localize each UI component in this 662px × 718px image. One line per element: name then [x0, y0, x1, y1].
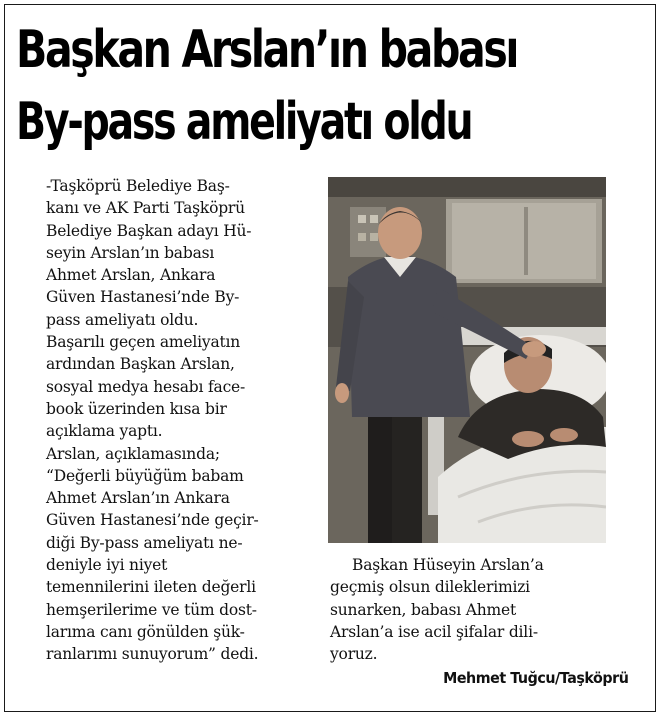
- caption-line: sunarken, babası Ahmet: [330, 600, 517, 619]
- headline-line-2: By-pass ameliyatı oldu: [16, 92, 472, 152]
- body-line: Başarılı geçen ameliyatın: [46, 333, 241, 352]
- body-line: ardından Başkan Arslan,: [46, 355, 235, 374]
- body-line: Belediye Başkan adayı Hü-: [46, 221, 252, 240]
- body-line: Arslan, açıklamasında;: [46, 444, 220, 463]
- body-line: “Değerli büyüğüm babam: [46, 466, 244, 485]
- body-line: book üzerinden kısa bir: [46, 399, 227, 418]
- body-line: larıma canı gönülden şük-: [46, 622, 245, 641]
- body-line: seyin Arslan’ın babası: [46, 243, 215, 262]
- body-line: açıklama yaptı.: [46, 422, 163, 441]
- headline-line-1: Başkan Arslan’ın babası: [16, 20, 518, 80]
- body-line: deniyle iyi niyet: [46, 556, 168, 575]
- body-line: Güven Hastanesi’nde geçir-: [46, 511, 259, 530]
- caption-line: geçmiş olsun dileklerimizi: [330, 578, 530, 597]
- body-line: Ahmet Arslan, Ankara: [46, 266, 216, 285]
- caption-line: Başkan Hüseyin Arslan’a: [352, 556, 544, 574]
- body-line: temennilerini ileten değerli: [46, 578, 256, 597]
- body-line: pass ameliyatı oldu.: [46, 310, 199, 329]
- body-paragraph-3: [24, 443, 316, 666]
- hospital-visit-photo: [328, 177, 606, 543]
- body-paragraph-2: [24, 331, 316, 442]
- body-line: hemşerilerime ve tüm dost-: [46, 600, 257, 619]
- body-line: ranlarımı sunuyorum” dedi.: [46, 645, 259, 664]
- caption-line: Arslan’a ise acil şifalar dili-: [330, 622, 538, 641]
- body-paragraph-1: [24, 175, 316, 331]
- caption-line: yoruz.: [330, 645, 378, 664]
- body-line: diği By-pass ameliyatı ne-: [46, 533, 243, 552]
- article-body: [24, 175, 316, 666]
- body-line: sosyal medya hesabı face-: [46, 377, 246, 396]
- body-line: Güven Hastanesi’nde By-: [46, 288, 240, 307]
- body-line: -Taşköprü Belediye Baş-: [46, 177, 230, 195]
- body-line: kanı ve AK Parti Taşköprü: [46, 199, 245, 218]
- photo-caption: [330, 554, 620, 665]
- body-line: Ahmet Arslan’ın Ankara: [46, 489, 230, 508]
- author-byline: Mehmet Tuğcu/Taşköprü: [442, 669, 628, 687]
